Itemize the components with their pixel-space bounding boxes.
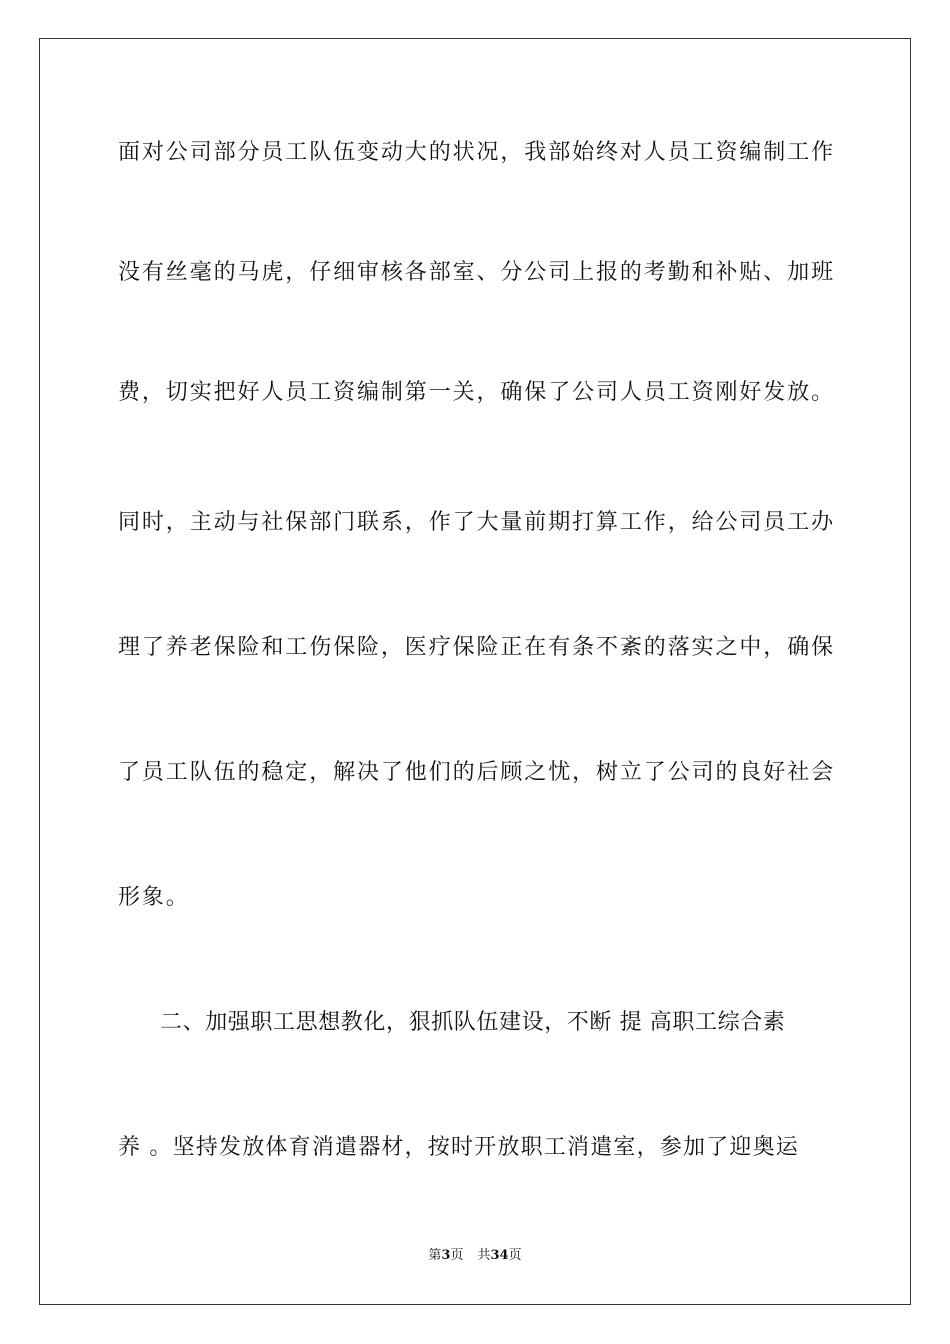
body-text-line: 没有丝毫的马虎，仔细审核各部室、分公司上报的考勤和补贴、加班 <box>118 260 836 285</box>
page-suffix: 页 <box>450 1248 464 1263</box>
page-prefix: 第 <box>428 1248 442 1263</box>
total-pages: 34 <box>490 1248 509 1263</box>
body-text-line: 养 。坚持发放体育消遣器材，按时开放职工消遣室，参加了迎奥运 <box>118 1135 799 1160</box>
page-footer <box>0 1247 950 1265</box>
body-text-line: 了员工队伍的稳定，解决了他们的后顾之忧，树立了公司的良好社会 <box>118 760 836 785</box>
body-text-line: 同时，主动与社保部门联系，作了大量前期打算工作，给公司员工办 <box>118 510 836 535</box>
total-prefix: 共 <box>477 1248 491 1263</box>
section-heading-line: 二、加强职工思想教化，狠抓队伍建设，不断 提 高职工综合素 <box>160 1010 786 1035</box>
body-text-line: 形象。 <box>118 885 190 910</box>
page-border <box>39 38 911 1305</box>
page-number: 3 <box>441 1248 451 1263</box>
body-text-line: 面对公司部分员工队伍变动大的状况，我部始终对人员工资编制工作 <box>118 140 836 165</box>
total-suffix: 页 <box>508 1248 522 1263</box>
body-text-line: 理了养老保险和工伤保险，医疗保险正在有条不紊的落实之中，确保 <box>118 635 836 660</box>
body-text-line: 费，切实把好人员工资编制第一关，确保了公司人员工资刚好发放。 <box>118 380 836 405</box>
